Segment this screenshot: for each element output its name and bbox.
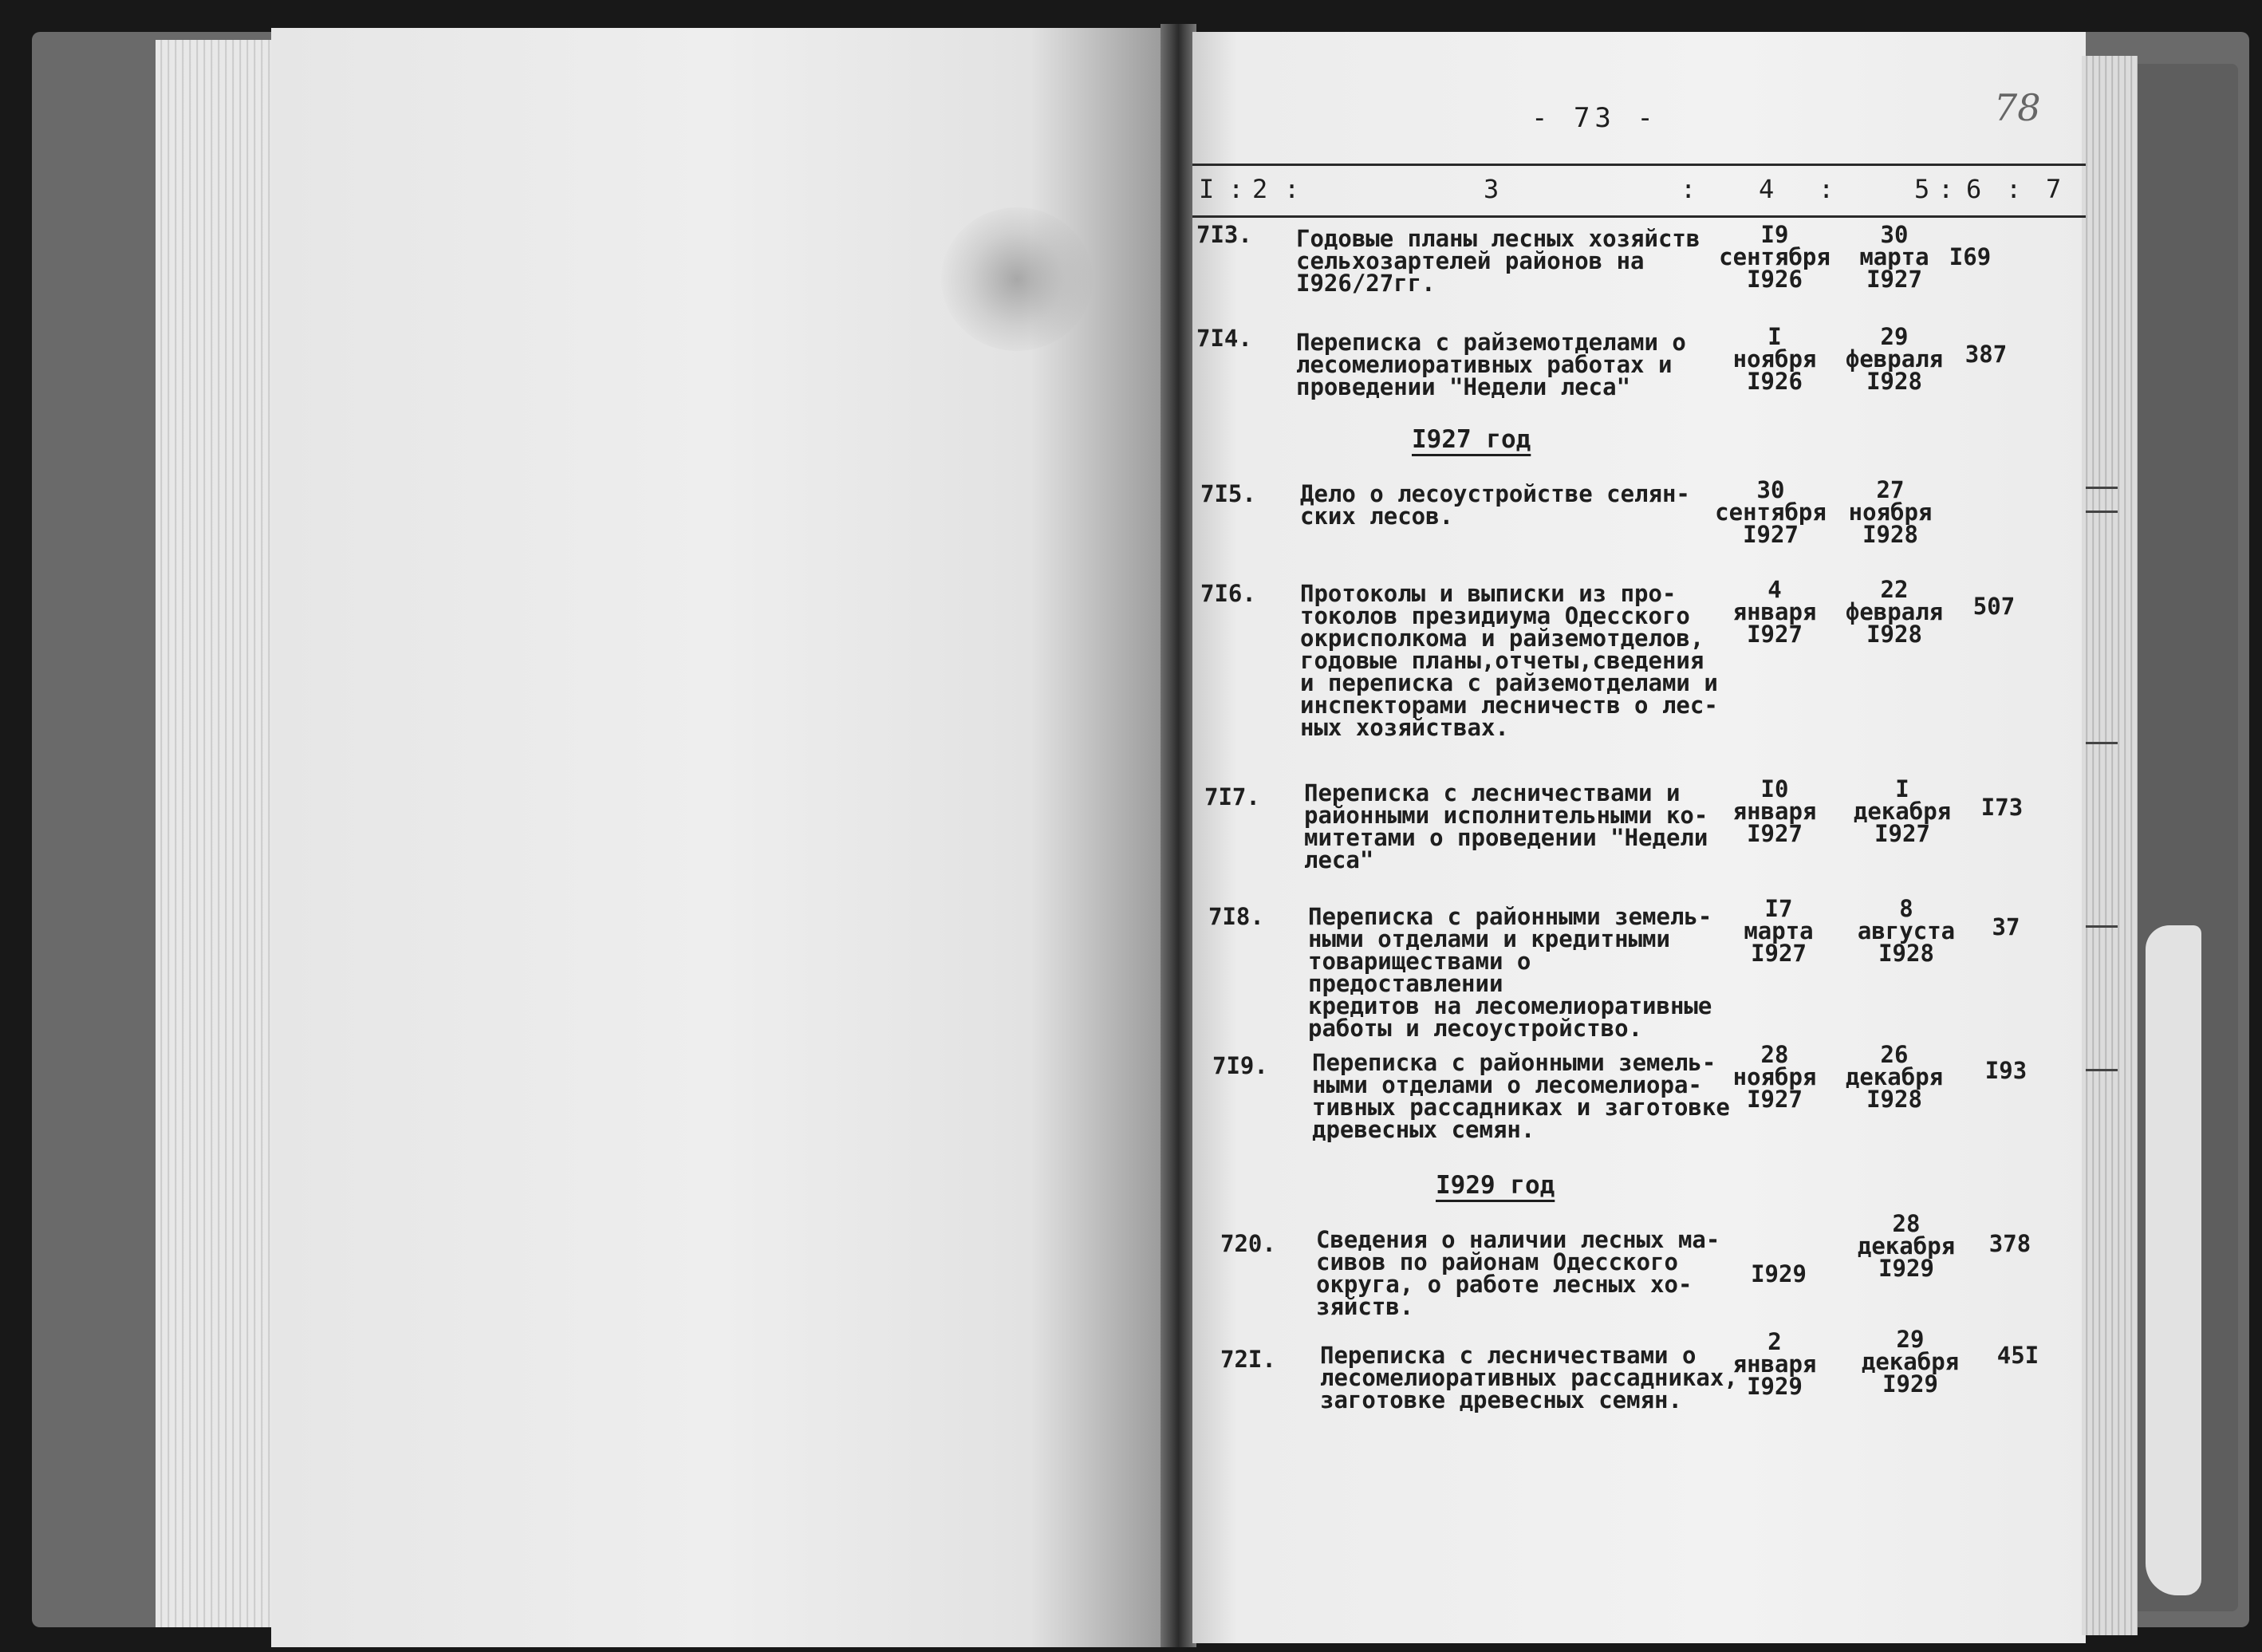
entry-end-date: 26 декабря I928 xyxy=(1845,1041,1944,1113)
col-6: 6 xyxy=(1966,174,1982,204)
entry-end-date: 30 марта I927 xyxy=(1859,221,1929,293)
entry-title: Протоколы и выписки из про- токолов президиума Одесского окрисполкома и райземотделов, годовые планы,отчеты,сведения и переписка с райземотделами и инспекторами лесничеств о лес- ных хозяйствах. xyxy=(1300,580,1718,741)
col-sep: : xyxy=(2006,174,2022,204)
entry-start-date: I929 xyxy=(1751,1260,1807,1287)
entry-title: Переписка с районными земель- ными отделами и кредитными товариществами о предоставлении кредитов на лесомелиоративные работы и лесоустройство. xyxy=(1308,903,1712,1042)
entry-end-date: 8 августа I928 xyxy=(1857,895,1956,967)
entry-number: 720. xyxy=(1220,1230,1276,1257)
entry-sheet-count: 37 xyxy=(1992,913,2020,940)
col-sep: : xyxy=(1681,174,1696,204)
year-heading: I929 год xyxy=(1436,1171,1555,1200)
entry-number: 7I3. xyxy=(1196,221,1252,248)
entry-number: 7I8. xyxy=(1208,903,1264,930)
year-heading: I927 год xyxy=(1412,425,1531,454)
col-1: I xyxy=(1199,174,1215,204)
entry-title: Переписка с лесничествами о лесомелиоративных рассадниках, заготовке древесных семян. xyxy=(1320,1342,1738,1413)
entry-sheet-count: 507 xyxy=(1972,593,2016,620)
entry-sheet-count: I93 xyxy=(1984,1057,2028,1084)
entry-number: 7I9. xyxy=(1212,1052,1268,1079)
col-sep: : xyxy=(1819,174,1834,204)
entry-title: Переписка с райземотделами о лесомелиоративных работах и проведении "Недели леса" xyxy=(1296,329,1686,400)
torn-page-edge xyxy=(2146,925,2201,1595)
entry-title: Дело о лесоустройстве селян- ских лесов. xyxy=(1300,480,1690,530)
entry-start-date: I0 января I927 xyxy=(1732,775,1817,847)
book-gutter xyxy=(1161,24,1196,1647)
entry-end-date: 29 февраля I928 xyxy=(1845,323,1944,395)
col-7: 7 xyxy=(2046,174,2062,204)
entry-start-date: 30 сентября I927 xyxy=(1715,476,1827,548)
entry-title: Сведения о наличии лесных ма- сивов по районам Одесского округа, о работе лесных хо- зяйств. xyxy=(1316,1226,1720,1320)
entry-title: Переписка с районными земель- ными отделами о лесомелиора- тивных рассадниках и заготовке древесных семян. xyxy=(1312,1049,1730,1143)
entry-end-date: I декабря I927 xyxy=(1853,775,1952,847)
page-stain xyxy=(941,207,1093,351)
entry-start-date: 4 января I927 xyxy=(1732,576,1817,648)
col-sep: : xyxy=(1228,174,1244,204)
col-2: 2 xyxy=(1252,174,1268,204)
page-stack-right xyxy=(2082,56,2138,1635)
entry-start-date: I ноября I926 xyxy=(1732,323,1817,395)
entry-number: 7I6. xyxy=(1200,580,1256,607)
col-4: 4 xyxy=(1759,174,1775,204)
entry-sheet-count: 378 xyxy=(1988,1230,2031,1257)
entry-title: Переписка с лесничествами и районными исполнительными ко- митетами о проведении "Недели леса" xyxy=(1304,779,1708,873)
entry-number: 7I4. xyxy=(1196,325,1252,352)
entry-sheet-count: I69 xyxy=(1949,243,1992,270)
entry-end-date: 27 ноября I928 xyxy=(1848,476,1933,548)
col-sep: : xyxy=(1938,174,1954,204)
entry-sheet-count: 45I xyxy=(1996,1342,2039,1369)
entry-number: 7I5. xyxy=(1200,480,1256,507)
col-5: 5 xyxy=(1914,174,1930,204)
entry-end-date: 28 декабря I929 xyxy=(1857,1210,1956,1282)
column-header xyxy=(1192,164,2086,218)
entry-start-date: 28 ноября I927 xyxy=(1732,1041,1817,1113)
entry-sheet-count: 387 xyxy=(1964,341,2008,368)
entry-number: 7I7. xyxy=(1204,783,1260,810)
entry-number: 72I. xyxy=(1220,1346,1276,1373)
entry-title: Годовые планы лесных хозяйств сельхозартелей районов на I926/27гг. xyxy=(1296,225,1700,297)
page-number: - 73 - xyxy=(1531,102,1658,134)
entry-start-date: 2 января I929 xyxy=(1732,1328,1817,1400)
entry-end-date: 29 декабря I929 xyxy=(1861,1326,1960,1398)
entry-sheet-count: I73 xyxy=(1980,794,2024,821)
folio-number: 78 xyxy=(1994,86,2041,129)
col-3: 3 xyxy=(1484,174,1499,204)
col-sep: : xyxy=(1284,174,1300,204)
entry-end-date: 22 февраля I928 xyxy=(1845,576,1944,648)
entry-start-date: I9 сентября I926 xyxy=(1719,221,1830,293)
entry-start-date: I7 марта I927 xyxy=(1744,895,1814,967)
